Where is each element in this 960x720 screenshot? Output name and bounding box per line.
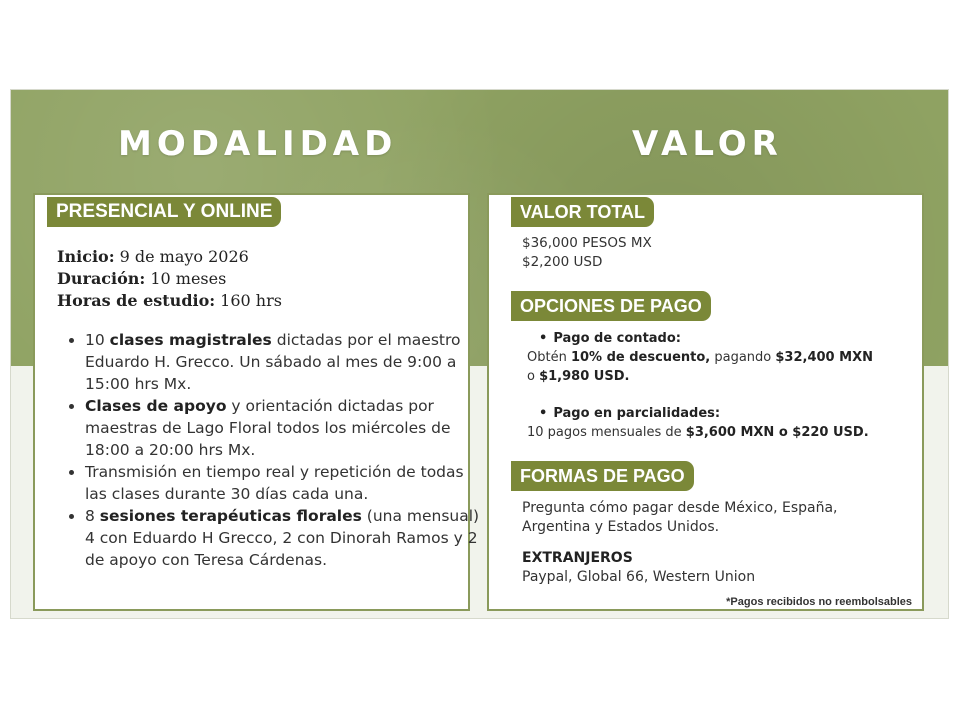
price-usd: $2,200 USD (522, 254, 603, 270)
contado-line1 (527, 348, 873, 367)
formas-line-1: Pregunta cómo pagar desde México, España, (522, 500, 838, 516)
bullet-text: (una mensual) 4 con Eduardo H Grecco, 2 con Dinorah Ramos y 2 de apoyo con Teresa Cárdenas. (85, 507, 480, 569)
horas-label: Horas de estudio: (57, 291, 216, 310)
inicio-value: 9 de mayo 2026 (119, 247, 249, 266)
horas-row (57, 290, 282, 312)
contado-text: o (527, 369, 540, 384)
horas-value: 160 hrs (220, 291, 282, 310)
formas-pago-pill: FORMAS DE PAGO (511, 461, 694, 491)
contado-line2 (527, 367, 873, 386)
contado-discount: 10% de descuento, (570, 350, 711, 365)
contado-title: • Pago de contado: (539, 331, 681, 346)
price-mxn: $36,000 PESOS MX (522, 235, 652, 251)
bullet-bold: sesiones terapéuticas florales (99, 507, 362, 525)
pago-parcial-block (527, 404, 869, 442)
list-item (85, 505, 485, 571)
bullet-text: dictadas por el maestro Eduardo H. Grecco. Un sábado al mes de 9:00 a 15:00 hrs Mx. (85, 331, 461, 393)
bullet-text: 10 (85, 331, 110, 349)
info-banner (10, 89, 949, 619)
valor-panel (487, 193, 924, 611)
list-item (85, 395, 485, 461)
contado-text: pagando (710, 350, 776, 365)
extranjeros-block (522, 549, 755, 587)
parcial-title: • Pago en parcialidades: (539, 406, 720, 421)
bullet-bold: clases magistrales (109, 331, 272, 349)
extranjeros-text: Paypal, Global 66, Western Union (522, 569, 756, 585)
no-refund-note: *Pagos recibidos no reembolsables (726, 596, 912, 608)
parcial-amount: $3,600 MXN o $220 USD. (685, 425, 869, 440)
bullet-text: y orientación dictadas por maestras de Lago Floral todos los miércoles de 18:00 a 20:00 hrs Mx. (85, 397, 451, 459)
duracion-row (57, 268, 282, 290)
price-block (522, 234, 652, 272)
duracion-label: Duración: (57, 269, 146, 288)
bullet-text: 8 (85, 507, 100, 525)
opciones-pago-pill: OPCIONES DE PAGO (511, 291, 711, 321)
bullet-bold: Clases de apoyo (85, 397, 227, 415)
contado-text: Obtén (527, 350, 571, 365)
contado-mxn: $32,400 MXN (775, 350, 873, 365)
pago-contado-block (527, 329, 873, 386)
inicio-row (57, 246, 282, 268)
list-item (85, 329, 485, 395)
modalidad-panel (33, 193, 480, 611)
course-features-list (57, 329, 485, 571)
list-item (85, 461, 485, 505)
valor-total-pill: VALOR TOTAL (511, 197, 654, 227)
contado-usd: $1,980 USD. (539, 369, 630, 384)
parcial-line (527, 423, 869, 442)
course-details (57, 246, 282, 312)
formas-line-2: Argentina y Estados Unidos. (522, 519, 720, 535)
bullet-text: Transmisión en tiempo real y repetición de todas las clases durante 30 días cada una. (85, 463, 464, 503)
parcial-text: 10 pagos mensuales de (527, 425, 686, 440)
extranjeros-title: EXTRANJEROS (522, 550, 633, 566)
inicio-label: Inicio: (57, 247, 115, 266)
duracion-value: 10 meses (150, 269, 227, 288)
valor-heading: VALOR (632, 124, 783, 164)
contado-title-row (527, 329, 873, 348)
presencial-online-pill: PRESENCIAL Y ONLINE (47, 197, 281, 227)
modalidad-heading: MODALIDAD (118, 124, 398, 164)
formas-pago-text (522, 499, 838, 537)
parcial-title-row (527, 404, 869, 423)
